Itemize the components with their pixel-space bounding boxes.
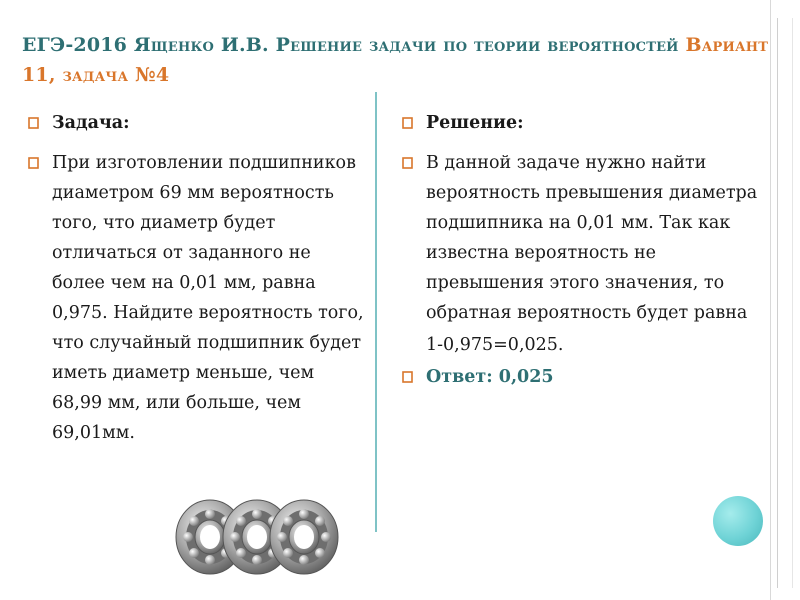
problem-text: При изготовлении подшипников диаметром 69 мм вероятность того, что диаметр будет отличаться от заданного не более чем на 0,01 мм, равна 0,975. Найдите вероятность того, что случайный подшипник будет иметь диаметр меньше, чем 68,99 мм, или больше, чем 69,01мм.	[52, 153, 364, 443]
solution-formula: 1-0,975=0,025.	[426, 335, 564, 355]
bullet-icon	[28, 116, 40, 130]
slide-frame-right-inner	[777, 18, 793, 588]
problem-text-item	[28, 148, 368, 448]
ball-bearings-icon	[172, 492, 342, 582]
bullet-icon	[402, 116, 414, 130]
problem-heading-item	[28, 108, 368, 138]
bullet-icon	[28, 156, 40, 170]
solution-heading-item	[402, 108, 762, 138]
slide-title	[22, 30, 772, 90]
slide-title-part1: ЕГЭ-2016 Ященко И.В. Решение задачи по теории вероятностей	[22, 34, 679, 56]
column-divider	[375, 92, 377, 532]
problem-column	[28, 108, 368, 448]
answer-text: Ответ: 0,025	[426, 367, 554, 387]
slide-title-part2: Вариант 11, задача №4	[22, 34, 769, 86]
solution-text: В данной задаче нужно найти вероятность превышения диаметра подшипника на 0,01 мм. Так как известна вероятность не превышения этого значения, то обратная вероятность будет равна	[426, 153, 758, 323]
solution-text-item	[402, 148, 762, 328]
bullet-icon	[402, 370, 414, 384]
solution-column	[402, 108, 762, 392]
bearing-3	[270, 500, 338, 574]
decorative-circle	[713, 496, 763, 546]
solution-heading: Решение:	[426, 113, 524, 133]
bullet-icon	[402, 156, 414, 170]
problem-heading: Задача:	[52, 113, 130, 133]
answer-item	[402, 362, 762, 392]
